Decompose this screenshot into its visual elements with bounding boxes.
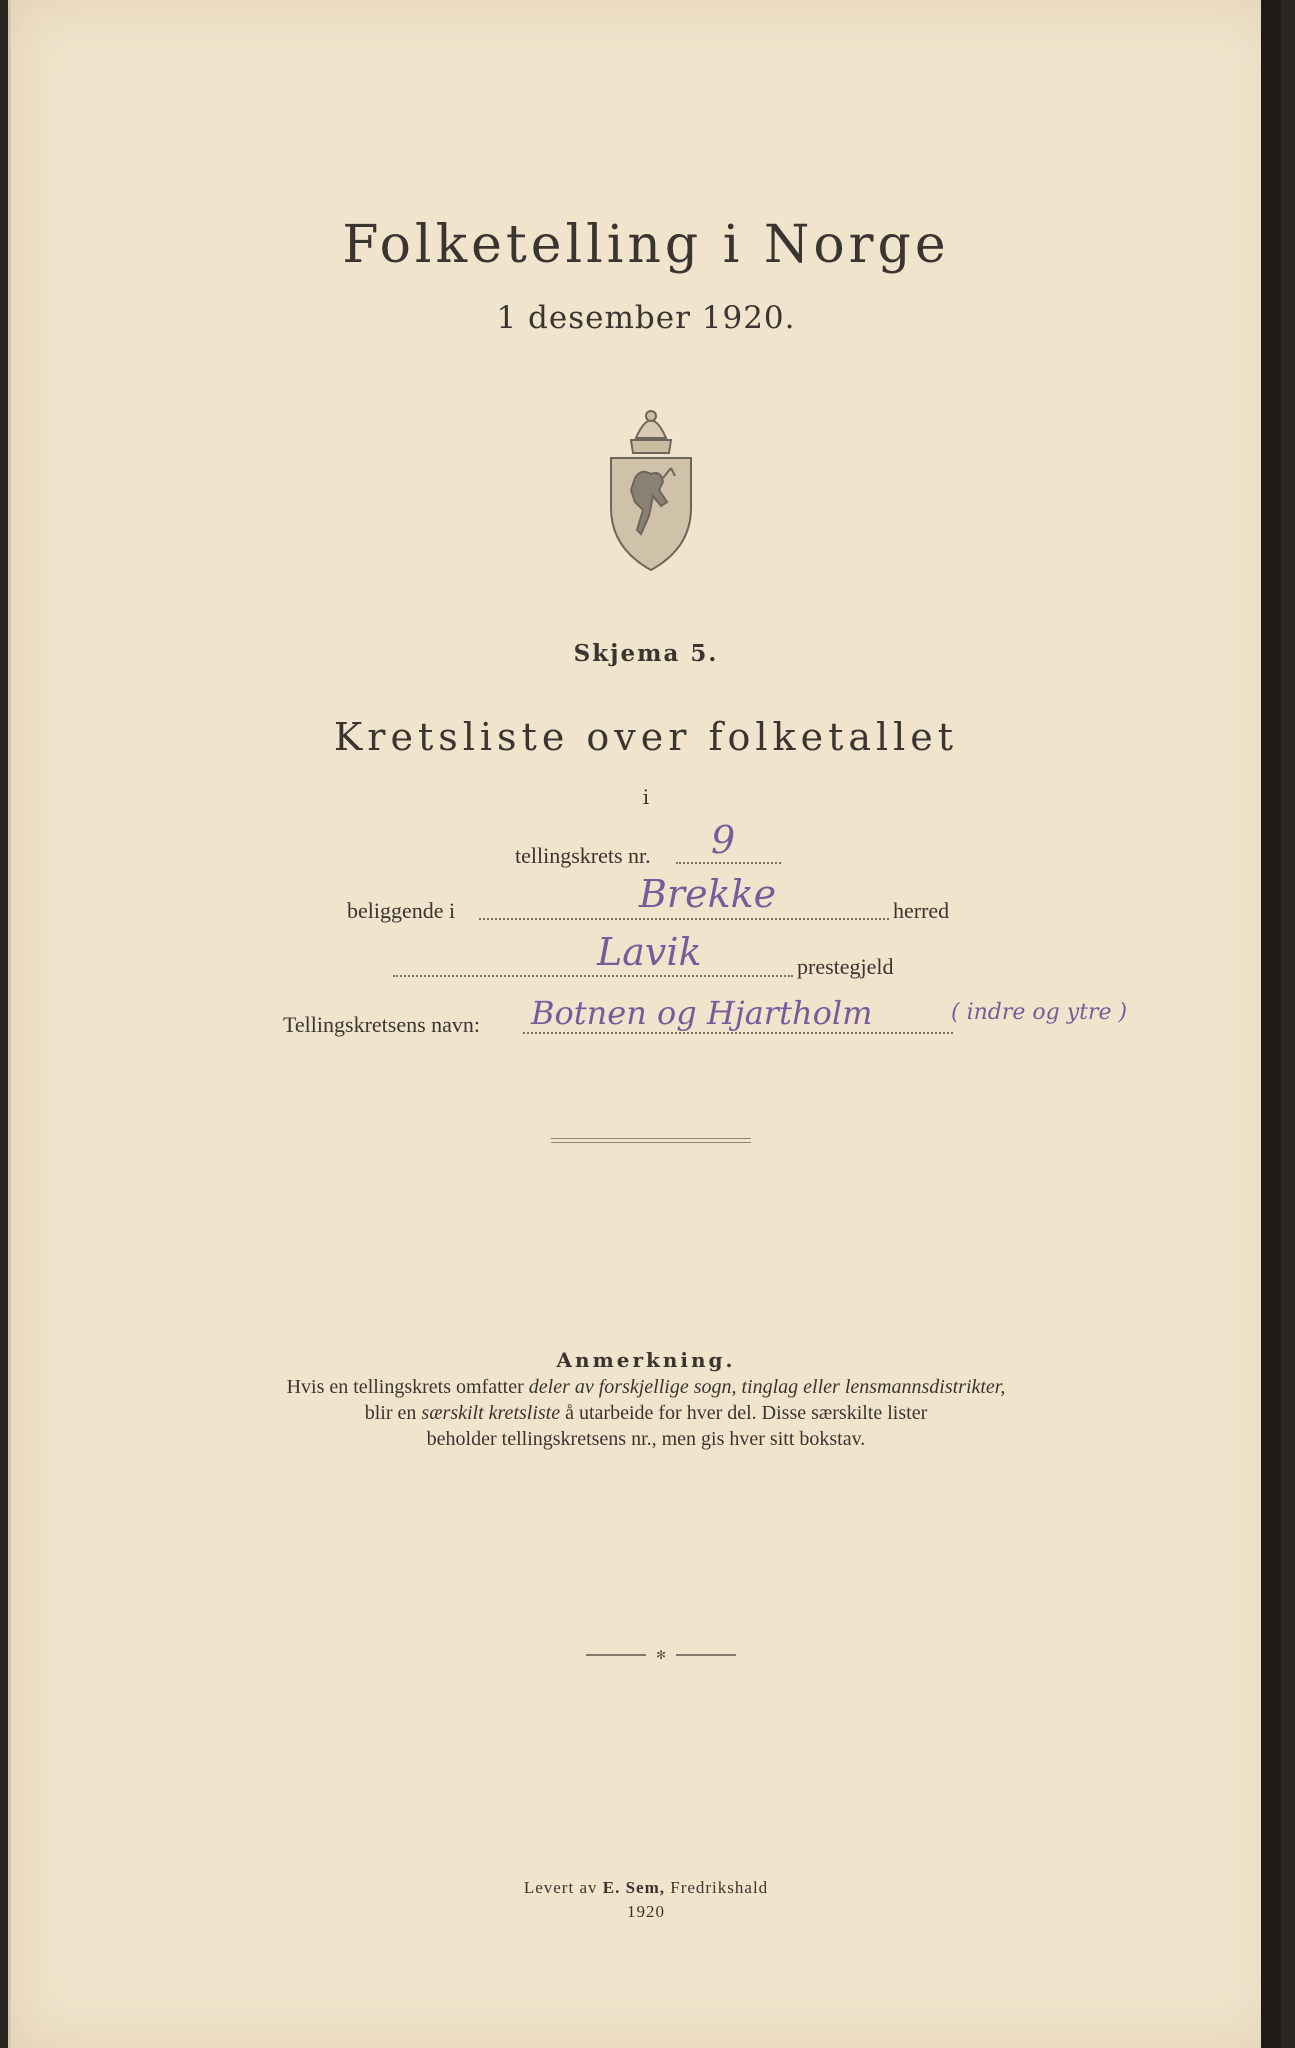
navn-label: Tellingskretsens navn: — [283, 1012, 481, 1037]
note-line-2-a: blir en — [364, 1402, 422, 1424]
preposition-i: i — [642, 785, 650, 809]
beliggende-value: Brekke — [639, 872, 777, 916]
svg-text:✻: ✻ — [655, 1650, 667, 1660]
krets-line — [676, 862, 781, 864]
printer-b: E. Sem, — [602, 1878, 665, 1897]
form-date: 1 desember 1920. — [496, 300, 796, 336]
printer-c: Fredrikshald — [664, 1878, 769, 1897]
printer-a: Levert av — [523, 1878, 603, 1897]
navn-line — [523, 1032, 953, 1034]
prestegjeld-value: Lavik — [597, 930, 702, 974]
navn-extra: ( indre og ytre ) — [951, 1000, 1128, 1025]
form-title: Folketelling i Norge — [342, 215, 950, 275]
prestegjeld-line — [393, 975, 793, 977]
note-line-1-b: deler av forskjellige sogn, tinglag eller lensmannsdistrikter, — [528, 1376, 1006, 1398]
note-line-3: beholder tellingskretsens nr., men gis hver sitt bokstav. — [426, 1428, 866, 1450]
herred-label: herred — [893, 898, 950, 923]
printer-year: 1920 — [627, 1902, 665, 1921]
schema-number: Skjema 5. — [573, 640, 719, 667]
navn-value: Botnen og Hjartholm — [531, 994, 873, 1032]
note-line-2-b: særskilt kretsliste — [421, 1402, 561, 1424]
beliggende-label: beliggende i — [347, 898, 456, 923]
divider-rule — [551, 1138, 751, 1143]
census-form-page — [8, 0, 1281, 2048]
printer-line — [11, 1878, 1281, 1898]
krets-label: tellingskrets nr. — [515, 843, 651, 868]
note-line-1 — [11, 1374, 1281, 1400]
note-line-2 — [11, 1400, 1281, 1426]
note-title: Anmerkning. — [556, 1348, 736, 1372]
note-line-1-a: Hvis en tellingskrets omfatter — [286, 1376, 529, 1398]
krets-value: 9 — [711, 818, 736, 862]
ornament-divider-icon — [586, 1650, 736, 1660]
beliggende-line — [479, 918, 889, 920]
note-line-2-c: å utarbeide for hver del. Disse særskilte lister — [560, 1402, 928, 1424]
prestegjeld-label: prestegjeld — [797, 954, 894, 979]
coat-of-arms-icon — [601, 398, 701, 573]
form-heading: Kretsliste over folketallet — [333, 715, 959, 759]
